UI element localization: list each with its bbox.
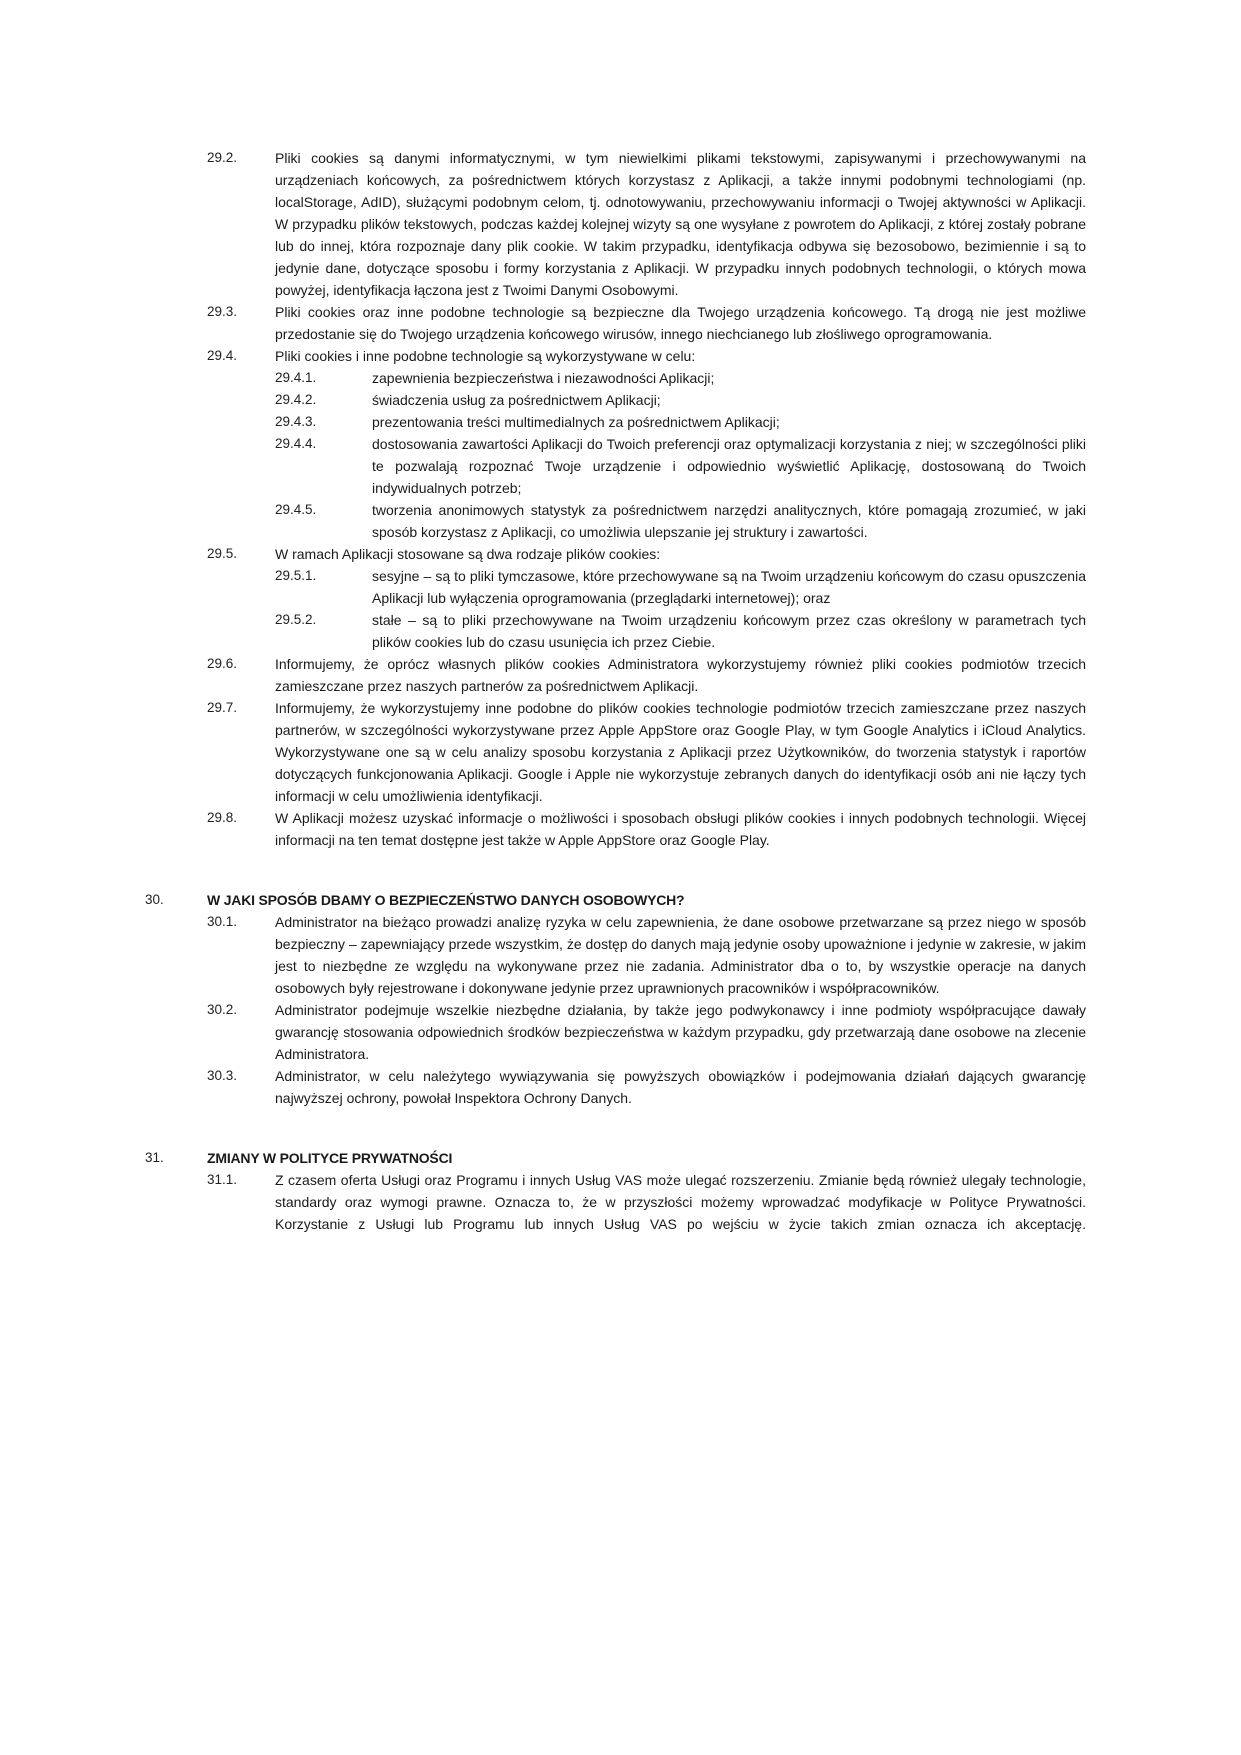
clause-number: 29.7. [207,700,238,715]
section-number: 31. [145,1150,164,1165]
subclause-text: tworzenia anonimowych statystyk za pośrednictwem narzędzi analitycznych, które pomagają zrozumieć, w jaki sposób korzystasz z Aplikacji, co umożliwia ulepszanie jej struktury i zawartości. [372,502,1086,540]
clause-29-7 [140,697,1086,807]
clause-number: 29.4. [207,348,238,363]
subclause-number: 29.4.2. [275,392,317,407]
clause-29-8 [140,807,1086,851]
clause-29-2 [140,147,1086,301]
clause-text: Administrator, w celu należytego wywiązywania się powyższych obowiązków i podejmowania działań dających gwarancję najwyższej ochrony, powołał Inspektora Ochrony Danych. [275,1068,1086,1106]
clause-text: Informujemy, że oprócz własnych plików cookies Administratora wykorzystujemy również pliki cookies podmiotów trzecich zamieszczane przez naszych partnerów za pośrednictwem Aplikacji. [275,656,1086,694]
clause-29-4 [140,345,1086,367]
clause-text: Pliki cookies i inne podobne technologie są wykorzystywane w celu: [275,348,696,364]
clause-number: 29.2. [207,150,238,165]
section-31-heading [140,1147,1086,1169]
clause-number: 29.5. [207,546,238,561]
clause-29-5 [140,543,1086,565]
clause-text: Administrator na bieżąco prowadzi analizę ryzyka w celu zapewnienia, że dane osobowe przetwarzane są przez niego w sposób bezpieczny – zapewniający przede wszystkim, że dostęp do danych mają jedynie osoby upoważnione i jedynie w zakresie, w jakim jest to niezbędne ze względu na wykonywane przez nie zadania. Administrator dba o to, by wszystkie operacje na danych osobowych były rejestrowane i dokonywane jedynie przez uprawnionych pracowników i współpracowników. [275,914,1086,996]
section-30-heading [140,889,1086,911]
clause-text: W ramach Aplikacji stosowane są dwa rodzaje plików cookies: [275,546,661,562]
clause-number: 29.6. [207,656,238,671]
section-number: 30. [145,892,164,907]
clause-number: 30.3. [207,1068,238,1083]
document-body [140,147,1086,1235]
section-title: W JAKI SPOSÓB DBAMY O BEZPIECZEŃSTWO DANYCH OSOBOWYCH? [207,892,685,908]
clause-text: Pliki cookies są danymi informatycznymi, w tym niewielkimi plikami tekstowymi, zapisywanymi i przechowywanymi na urządzeniach końcowych, za pośrednictwem których korzystasz z Aplikacji, a także innymi podobnymi technologiami (np. localStorage, AdID), służącymi podobnym celom, tj. odnotowywaniu, przechowywaniu informacji o Twojej aktywności w Aplikacji. W przypadku plików tekstowych, podczas każdej kolejnej wizyty są one wysyłane z powrotem do Aplikacji, z której zostały pobrane lub do innej, która rozpoznaje dany plik cookie. W takim przypadku, identyfikacja odbywa się bezosobowo, bezimiennie i są to jedynie dane, dotyczące sposobu i formy korzystania z Aplikacji. W przypadku innych podobnych technologii, o których mowa powyżej, identyfikacja łączona jest z Twoimi Danymi Osobowymi. [275,150,1086,298]
subclause-29-5-2 [140,609,1086,653]
clause-text: W Aplikacji możesz uzyskać informacje o możliwości i sposobach obsługi plików cookies i innych podobnych technologii. Więcej informacji na ten temat dostępne jest także w Apple AppStore oraz Google Play. [275,810,1086,848]
subclause-number: 29.4.1. [275,370,317,385]
subclause-number: 29.4.5. [275,502,317,517]
subclause-29-4-4 [140,433,1086,499]
subclause-29-4-2 [140,389,1086,411]
subclause-29-5-1 [140,565,1086,609]
clause-text: Pliki cookies oraz inne podobne technologie są bezpieczne dla Twojego urządzenia końcowego. Tą drogą nie jest możliwe przedostanie się do Twojego urządzenia końcowego wirusów, innego niechcianego lub złośliwego oprogramowania. [275,304,1086,342]
subclause-29-4-3 [140,411,1086,433]
clause-31-1 [140,1169,1086,1235]
subclause-29-4-5 [140,499,1086,543]
clause-text: Informujemy, że wykorzystujemy inne podobne do plików cookies technologie podmiotów trzecich zamieszczane przez naszych partnerów, w szczególności wykorzystywane przez Apple AppStore oraz Google Play, w tym Google Analytics i iCloud Analytics. Wykorzystywane one są w celu analizy sposobu korzystania z Aplikacji przez Użytkowników, do tworzenia statystyk i raportów dotyczących funkcjonowania Aplikacji. Google i Apple nie wykorzystuje zebranych danych do identyfikacji osób ani nie łączy tych informacji w celu umożliwienia identyfikacji. [275,700,1086,804]
subclause-number: 29.5.2. [275,612,317,627]
clause-number: 30.2. [207,1002,238,1017]
subclause-text: stałe – są to pliki przechowywane na Twoim urządzeniu końcowym przez czas określony w parametrach tych plików cookies lub do czasu usunięcia ich przez Ciebie. [372,612,1086,650]
subclause-text: zapewnienia bezpieczeństwa i niezawodności Aplikacji; [372,370,715,386]
subclause-text: dostosowania zawartości Aplikacji do Twoich preferencji oraz optymalizacji korzystania z niej; w szczególności pliki te pozwalają rozpoznać Twoje urządzenie i odpowiednio wyświetlić Aplikację, dostosowaną do Twoich indywidualnych potrzeb; [372,436,1086,496]
clause-29-6 [140,653,1086,697]
subclause-number: 29.4.3. [275,414,317,429]
clause-number: 29.8. [207,810,238,825]
clause-30-2 [140,999,1086,1065]
subclause-text: świadczenia usług za pośrednictwem Aplikacji; [372,392,661,408]
subclause-number: 29.5.1. [275,568,317,583]
clause-number: 30.1. [207,914,238,929]
subclause-29-4-1 [140,367,1086,389]
clause-number: 29.3. [207,304,238,319]
subclause-number: 29.4.4. [275,436,317,451]
clause-number: 31.1. [207,1172,238,1187]
subclause-text: prezentowania treści multimedialnych za pośrednictwem Aplikacji; [372,414,780,430]
section-title: ZMIANY W POLITYCE PRYWATNOŚCI [207,1150,453,1166]
subclause-text: sesyjne – są to pliki tymczasowe, które przechowywane są na Twoim urządzeniu końcowym do czasu opuszczenia Aplikacji lub wyłączenia oprogramowania (przeglądarki internetowej); oraz [372,568,1086,606]
clause-29-3 [140,301,1086,345]
clause-30-3 [140,1065,1086,1109]
clause-30-1 [140,911,1086,999]
clause-text: Administrator podejmuje wszelkie niezbędne działania, by także jego podwykonawcy i inne podmioty współpracujące dawały gwarancję stosowania odpowiednich środków bezpieczeństwa w każdym przypadku, gdy przetwarzają dane osobowe na zlecenie Administratora. [275,1002,1086,1062]
clause-text: Z czasem oferta Usługi oraz Programu i innych Usług VAS może ulegać rozszerzeniu. Zmianie będą również ulegały technologie, standardy oraz wymogi prawne. Oznacza to, że w przyszłości możemy wprowadzać modyfikacje w Polityce Prywatności. Korzystanie z Usługi lub Programu lub innych Usług VAS po wejściu w życie takich zmian oznacza ich akceptację. [275,1172,1086,1232]
